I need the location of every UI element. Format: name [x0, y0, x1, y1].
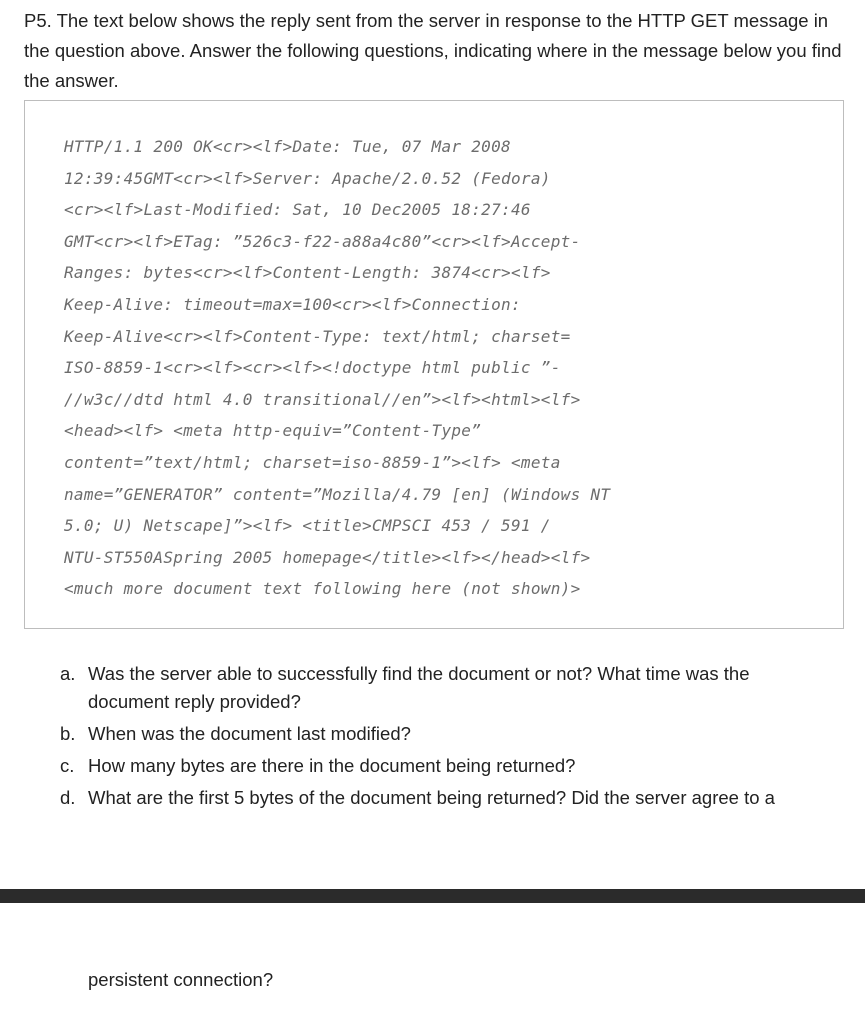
question-list	[60, 660, 830, 816]
question-b	[60, 720, 830, 748]
code-line: ISO-8859-1<cr><lf><cr><lf><!doctype html public ”-	[64, 358, 561, 378]
code-line: <much more document text following here (not shown)>	[64, 579, 581, 599]
question-a	[60, 660, 830, 716]
code-line: //w3c//dtd html 4.0 transitional//en”><lf><html><lf>	[64, 389, 581, 409]
question-letter: a.	[60, 663, 76, 684]
question-d-continuation: persistent connection?	[88, 969, 274, 990]
question-text: Was the server able to successfully find the document or not? What time was the document reply provided?	[88, 663, 750, 712]
question-c	[60, 752, 830, 780]
code-line: Keep-Alive<cr><lf>Content-Type: text/html; charset=	[64, 326, 571, 346]
code-line: Ranges: bytes<cr><lf>Content-Length: 3874<cr><lf>	[64, 263, 551, 283]
code-line: GMT<cr><lf>ETag: ”526c3-f22-a88a4c80”<cr><lf>Accept-	[64, 231, 581, 251]
question-letter: b.	[60, 723, 76, 744]
http-response-box	[24, 100, 844, 629]
code-line: NTU-ST550ASpring 2005 homepage</title><lf></head><lf>	[64, 547, 591, 567]
question-letter: d.	[60, 787, 76, 808]
code-line: <head><lf> <meta http-equiv=”Content-Type”	[64, 421, 482, 441]
problem-intro: P5. The text below shows the reply sent from the server in response to the HTTP GET message in the question above. Answer the following questions, indicating where in the message below you find the answer.	[24, 10, 842, 91]
code-line: HTTP/1.1 200 OK<cr><lf>Date: Tue, 07 Mar 2008	[64, 137, 511, 156]
code-line: 5.0; U) Netscape]”><lf> <title>CMPSCI 453 / 591 /	[64, 516, 551, 536]
http-response-lines	[64, 131, 610, 605]
question-d	[60, 784, 830, 812]
question-text: When was the document last modified?	[88, 723, 411, 744]
question-text: What are the first 5 bytes of the document being returned? Did the server agree to a	[88, 787, 775, 808]
question-text: How many bytes are there in the document being returned?	[88, 755, 576, 776]
code-line: name=”GENERATOR” content=”Mozilla/4.79 [en] (Windows NT	[64, 484, 611, 504]
question-letter: c.	[60, 755, 75, 776]
page-break-divider	[0, 889, 865, 903]
code-line: <cr><lf>Last-Modified: Sat, 10 Dec2005 18:27:46	[64, 200, 531, 220]
code-line: content=”text/html; charset=iso-8859-1”><lf> <meta	[64, 452, 561, 472]
code-line: 12:39:45GMT<cr><lf>Server: Apache/2.0.52 (Fedora)	[64, 168, 551, 188]
code-line: Keep-Alive: timeout=max=100<cr><lf>Connection:	[64, 294, 521, 314]
